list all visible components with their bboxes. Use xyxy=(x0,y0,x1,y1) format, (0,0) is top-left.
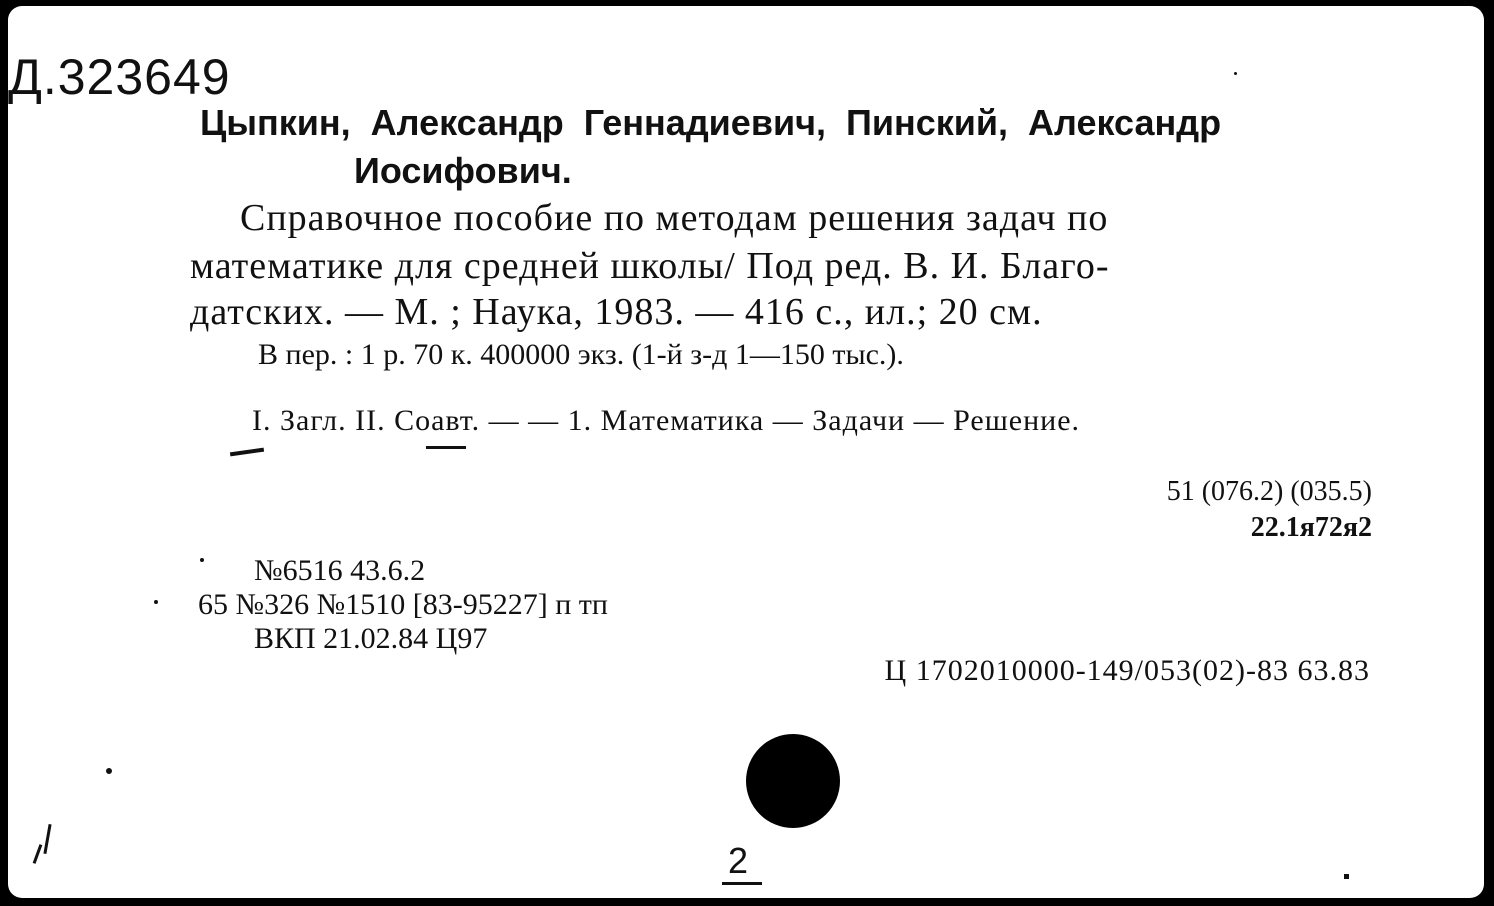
title-line-3: датских. — М. ; Наука, 1983. — 416 с., ил.; 20 см. xyxy=(190,291,1043,333)
title-line-2: математике для средней школы/ Под ред. В. И. Благо- xyxy=(190,245,1110,287)
tracing-underline-1 xyxy=(230,448,264,457)
catalog-card xyxy=(8,6,1484,898)
tracing-underline-2 xyxy=(426,446,466,449)
speck-dot xyxy=(106,768,112,774)
tracings-line: I. Загл. II. Соавт. — — 1. Математика — Задачи — Решение. xyxy=(252,404,1081,437)
margin-scribble xyxy=(33,844,43,864)
margin-scribble xyxy=(43,824,51,854)
authors-line-1: Цыпкин, Александр Геннадиевич, Пинский, Александр xyxy=(200,102,1222,143)
speck-dot xyxy=(200,558,204,562)
number-line-1: №6516 43.6.2 xyxy=(254,554,426,587)
authors-line-2: Иосифович. xyxy=(354,150,572,191)
publisher-code: Ц 1702010000-149/053(02)-83 63.83 xyxy=(884,654,1370,687)
number-line-2: 65 №326 №1510 [83-95227] п тп xyxy=(198,588,608,621)
speck-dot xyxy=(1234,72,1237,75)
page-number-underline xyxy=(722,882,762,885)
speck-dot xyxy=(154,600,158,604)
bbk-index: 22.1я72я2 xyxy=(1250,512,1372,543)
price-line: В пер. : 1 р. 70 к. 400000 экз. (1-й з-д 1—150 тыс.). xyxy=(258,338,904,371)
card-punch-hole xyxy=(746,734,840,828)
page-number: 2 xyxy=(728,840,749,881)
shelf-mark: Д.323649 xyxy=(8,49,231,105)
title-line-1: Справочное пособие по методам решения задач по xyxy=(240,197,1109,239)
udc-index: 51 (076.2) (035.5) xyxy=(1166,476,1372,507)
number-line-3: ВКП 21.02.84 Ц97 xyxy=(254,622,488,655)
speck-dot xyxy=(1344,874,1349,879)
